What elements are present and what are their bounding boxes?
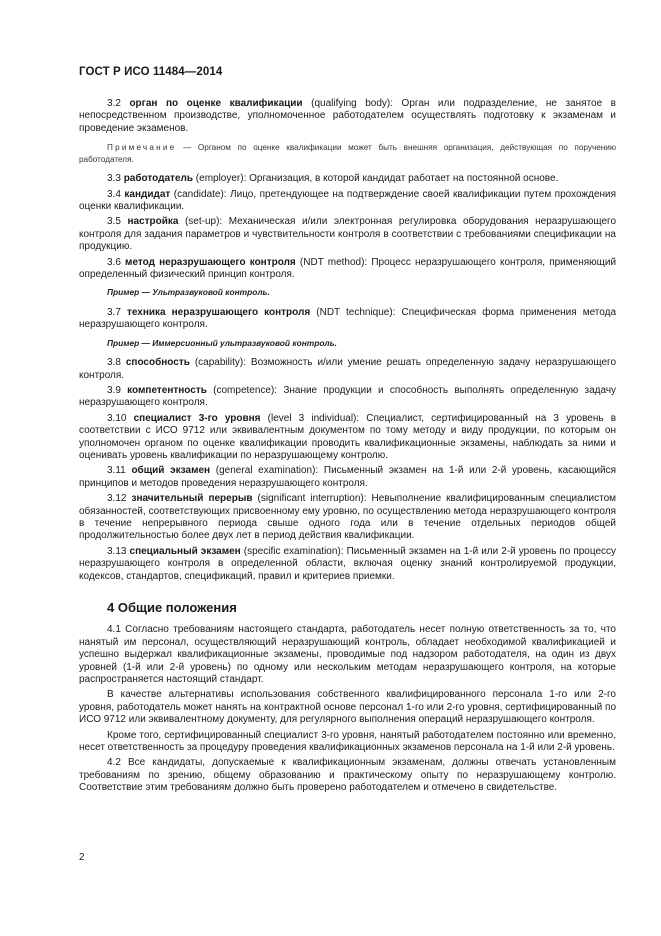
definition-3-13: 3.13 специальный экзамен (specific examination): Письменный экзамен на 1-й или 2-й уровень по процессу неразрушающего контроля в определенной области, включая оценку знаний контролируемой продукции, кодексов, стандартов, спецификаций, правил и критериев приемки.: [79, 545, 617, 582]
definition-3-3: 3.3 работодатель (employer): Организация, в которой кандидат работает на постоянной основе.: [107, 173, 559, 185]
definition-3-12: 3.12 значительный перерыв (significant interruption): Невыполнение квалифицированным специалистом обязанностей, соответствующих присвоенному ему уровню, по осуществлению метода неразрушающего контроля в течение непрерывного периода свыше одного года или в течение отдельных периодов общей продолжительностью более двух лет в период действия квалификации.: [79, 493, 617, 542]
section-4-paragraph-1: 4.1 Согласно требованиям настоящего стандарта, работодатель несет полную ответственность за то, что нанятый им персонал, осуществляющий неразрушающий контроль, обладает необходимой квалификацией и успешно выдержал квалификационные экзамены, проводимые под надзором работодателя, на один из двух уровней (1-й или 2-й уровень) по одному или нескольким методам неразрушающего контроля, на которые распространяется настоящий стандарт.: [79, 624, 616, 686]
definition-3-11: 3.11 общий экзамен (general examination): Письменный экзамен на 1-й или 2-й уровень, касающийся принципов и методов проведения неразрушающего контроля.: [79, 465, 617, 489]
section-4-heading: 4 Общие положения: [107, 600, 237, 615]
section-4-paragraph-4: 4.2 Все кандидаты, допускаемые к квалификационным экзаменам, должны отвечать установленным требованиям по зрению, общему образованию и практическому опыту по неразрушающему контролю. Соответствие этим требованиям должно быть проверено работодателем и отмечено в свидетельстве.: [79, 757, 616, 794]
definition-3-9: 3.9 компетентность (competence): Знание продукции и способность выполнять определенную задачу неразрушающего контроля.: [79, 384, 617, 409]
definition-3-4: 3.4 кандидат (candidate): Лицо, претендующее на подтверждение своей квалификации путем прохождения оценки квалификации.: [79, 188, 617, 213]
section-4-paragraph-2: В качестве альтернативы использования собственного квалифицированного персонала 1-го или 2-го уровня, работодатель может нанять на контрактной основе персонал 1-го или 2-го уровня, сертифицированный по ИСО 9712 или эквивалентному документу, для регулярного выполнения операций неразрушающего контроля.: [79, 689, 616, 726]
section-4-paragraph-3: Кроме того, сертифицированный специалист 3-го уровня, нанятый работодателем постоянно или временно, несет ответственность за процедуру проведения квалификационных экзаменов персонала на 1-й или 2-й уровень.: [79, 729, 616, 754]
definition-3-5: 3.5 настройка (set-up): Механическая и/или электронная регулировка оборудования неразрушающего контроля для задания параметров и чувствительности контроля в соответствии с требованиями спецификации на продукцию.: [79, 216, 617, 253]
definition-3-6: 3.6 метод неразрушающего контроля (NDT method): Процесс неразрушающего контроля, применяющий определенный физический принцип контроля.: [79, 256, 617, 281]
definition-3-8: 3.8 способность (capability): Возможность и/или умение решать определенную задачу неразрушающего контроля.: [79, 357, 617, 381]
page-number: 2: [79, 852, 85, 863]
document-body: [79, 98, 616, 798]
note: Примечание — Органом по оценке квалификации может быть внешняя организация, действующая по поручению работодателя.: [79, 143, 616, 164]
example-1: Пример — Ультразвуковой контроль.: [107, 287, 270, 298]
definition-3-2: 3.2 орган по оценке квалификации (qualifying body): Орган или подразделение, не занятое в непосредственном производстве, уполномоченное работодателем осуществлять подготовку к экзаменам и проведение экзаменов.: [79, 98, 616, 134]
definition-3-10: 3.10 специалист 3-го уровня (level 3 individual): Специалист, сертифицированный на 3 уровень в соответствии с ИСО 9712 или эквивалентным документом по тому методу и виду продукции, по которым он уполномочен органом по оценке квалификации проводить квалификационные экзамены, наблюдать за ними и оценивать уровень квалификации по неразрушающему контролю.: [79, 412, 617, 461]
document-header: ГОСТ Р ИСО 11484—2014: [79, 66, 223, 78]
definition-3-7: 3.7 техника неразрушающего контроля (NDT technique): Специфическая форма применения метода неразрушающего контроля.: [79, 306, 617, 331]
example-2: Пример — Иммерсионный ультразвуковой контроль.: [107, 337, 337, 348]
